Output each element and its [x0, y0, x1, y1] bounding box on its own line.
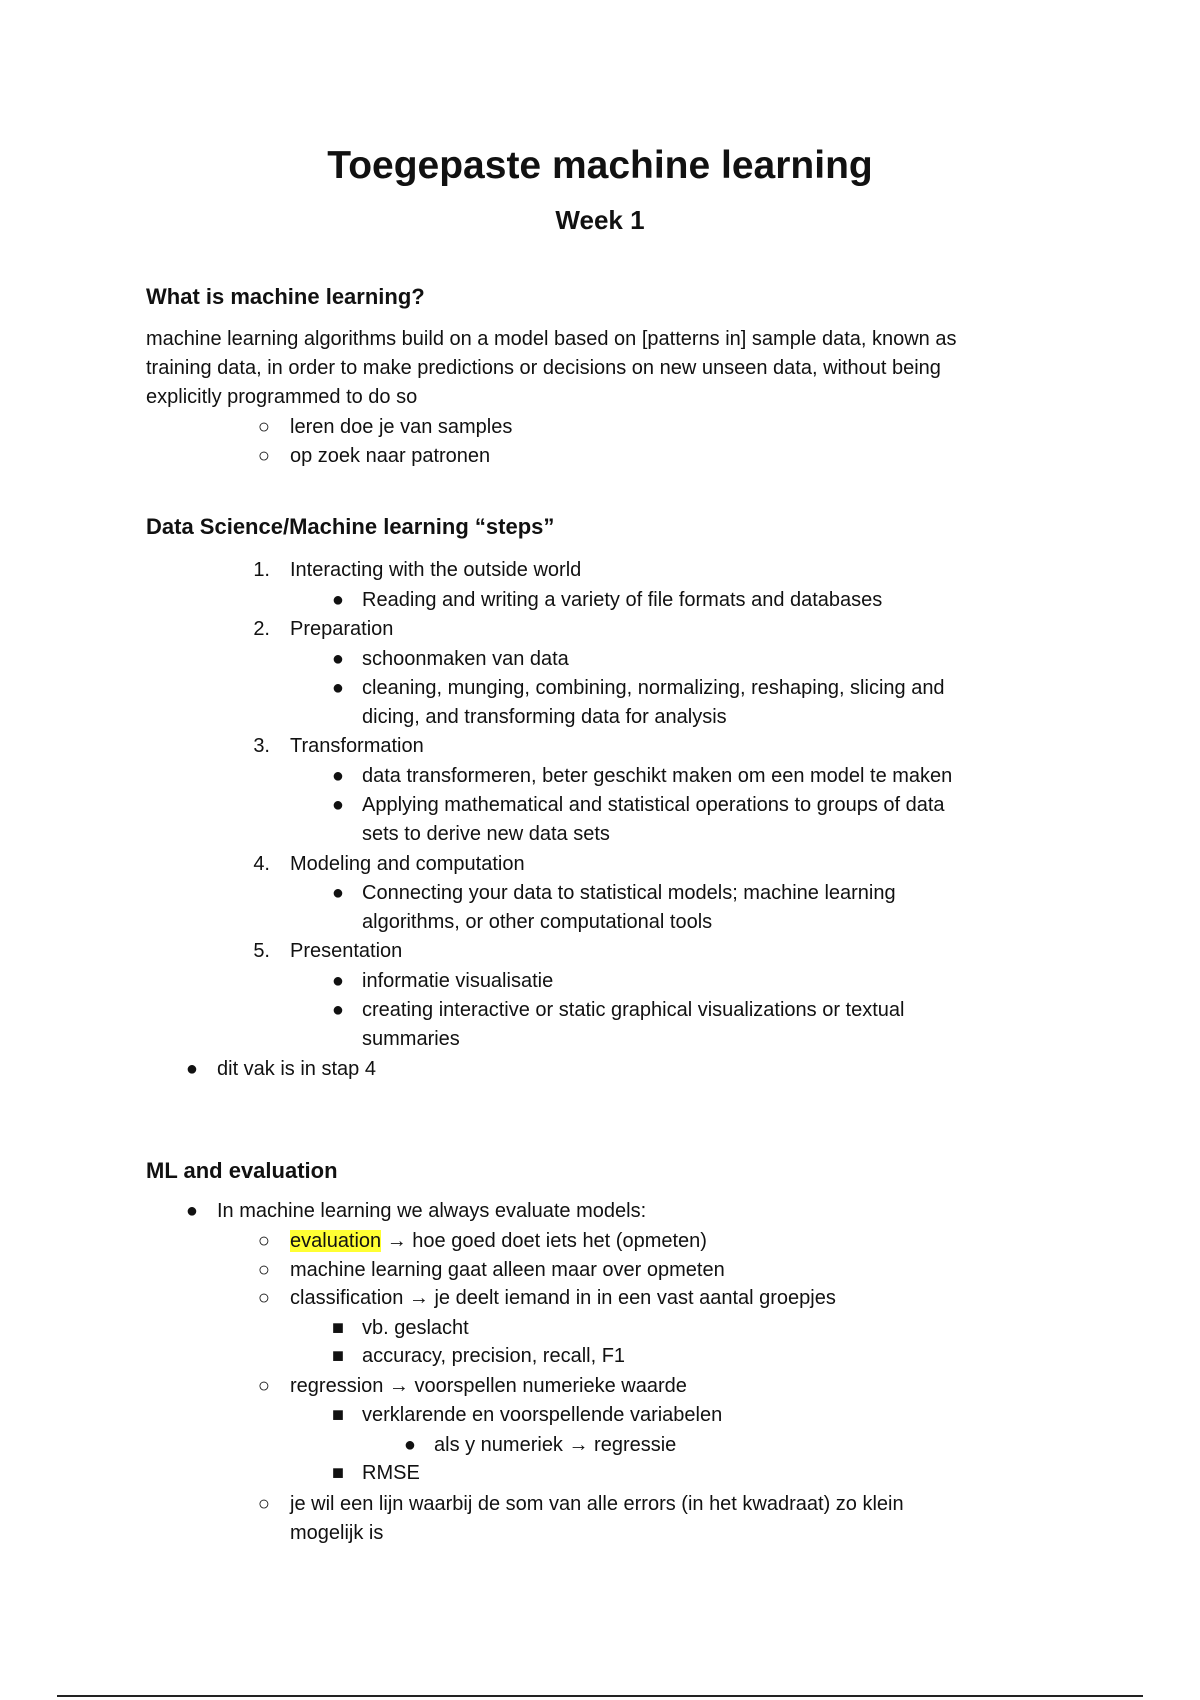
- bullet-dot-icon: ●: [331, 882, 344, 904]
- hollow-bullet-icon: ○: [257, 445, 270, 467]
- square-bullet-icon: ■: [331, 1462, 344, 1484]
- bullet-dot-icon: ●: [331, 589, 344, 611]
- hollow-bullet-icon: ○: [257, 1259, 270, 1281]
- list-item: verklarende en voorspellende variabelen: [362, 1404, 723, 1426]
- list-item: data transformeren, beter geschikt maken om een model te maken: [362, 765, 953, 787]
- bullet-dot-icon: ●: [331, 677, 344, 699]
- list-item-continuation: dicing, and transforming data for analysis: [362, 706, 727, 728]
- bullet-dot-icon: ●: [331, 970, 344, 992]
- list-item: classification → je deelt iemand in in een vast aantal groepjes: [290, 1287, 836, 1309]
- step-number: 3.: [253, 735, 270, 757]
- section-heading-what-is-ml: What is machine learning?: [146, 284, 425, 309]
- step-note: dit vak is in stap 4: [217, 1058, 376, 1080]
- section-heading-ml-evaluation: ML and evaluation: [146, 1158, 338, 1183]
- list-item: In machine learning we always evaluate models:: [217, 1200, 647, 1222]
- list-item: machine learning gaat alleen maar over opmeten: [290, 1259, 725, 1281]
- list-item-continuation: mogelijk is: [290, 1522, 384, 1544]
- step-label: Interacting with the outside world: [290, 559, 582, 581]
- list-item-text: → hoe goed doet iets het (opmeten): [381, 1230, 707, 1252]
- list-item-continuation: summaries: [362, 1028, 460, 1050]
- step-number: 1.: [253, 559, 270, 581]
- step-number: 2.: [253, 618, 270, 640]
- list-item: leren doe je van samples: [290, 416, 513, 438]
- list-item: accuracy, precision, recall, F1: [362, 1345, 626, 1367]
- list-item: als y numeriek → regressie: [434, 1434, 677, 1456]
- bullet-dot-icon: ●: [331, 765, 344, 787]
- list-item-continuation: sets to derive new data sets: [362, 823, 610, 845]
- bullet-dot-icon: ●: [331, 648, 344, 670]
- square-bullet-icon: ■: [331, 1404, 344, 1426]
- list-item: Connecting your data to statistical models; machine learning: [362, 882, 896, 904]
- list-item: Reading and writing a variety of file formats and databases: [362, 589, 883, 611]
- hollow-bullet-icon: ○: [257, 1287, 270, 1309]
- page-bottom-divider: [57, 1695, 1143, 1697]
- list-item: je wil een lijn waarbij de som van alle errors (in het kwadraat) zo klein: [290, 1493, 904, 1515]
- step-label: Preparation: [290, 618, 394, 640]
- step-number: 4.: [253, 853, 270, 875]
- section-heading-steps: Data Science/Machine learning “steps”: [146, 514, 555, 539]
- paragraph-line: training data, in order to make predictions or decisions on new unseen data, without being: [146, 357, 941, 379]
- document-subtitle: Week 1: [555, 205, 645, 235]
- step-label: Transformation: [290, 735, 424, 757]
- step-number: 5.: [253, 940, 270, 962]
- paragraph-line: explicitly programmed to do so: [146, 386, 418, 408]
- bullet-dot-icon: ●: [403, 1434, 416, 1456]
- square-bullet-icon: ■: [331, 1345, 344, 1367]
- highlighted-term: evaluation: [290, 1230, 382, 1252]
- hollow-bullet-icon: ○: [257, 1493, 270, 1515]
- list-item-continuation: algorithms, or other computational tools: [362, 911, 713, 933]
- bullet-dot-icon: ●: [185, 1058, 198, 1080]
- step-label: Modeling and computation: [290, 853, 525, 875]
- list-item: vb. geslacht: [362, 1317, 469, 1339]
- list-item: cleaning, munging, combining, normalizing, reshaping, slicing and: [362, 677, 945, 699]
- step-label: Presentation: [290, 940, 403, 962]
- paragraph-line: machine learning algorithms build on a model based on [patterns in] sample data, known as: [146, 328, 957, 350]
- hollow-bullet-icon: ○: [257, 416, 270, 438]
- list-item: [290, 1227, 707, 1256]
- bullet-dot-icon: ●: [185, 1200, 198, 1222]
- bullet-dot-icon: ●: [331, 999, 344, 1021]
- list-item: regression → voorspellen numerieke waarde: [290, 1375, 687, 1397]
- definition-paragraph: [146, 325, 1066, 412]
- list-item: schoonmaken van data: [362, 648, 569, 670]
- list-item: Applying mathematical and statistical operations to groups of data: [362, 794, 945, 816]
- hollow-bullet-icon: ○: [257, 1375, 270, 1397]
- hollow-bullet-icon: ○: [257, 1230, 270, 1252]
- document-title: Toegepaste machine learning: [327, 144, 873, 187]
- list-item: op zoek naar patronen: [290, 445, 491, 467]
- list-item: informatie visualisatie: [362, 970, 554, 992]
- bullet-dot-icon: ●: [331, 794, 344, 816]
- list-item: creating interactive or static graphical visualizations or textual: [362, 999, 905, 1021]
- square-bullet-icon: ■: [331, 1317, 344, 1339]
- list-item: RMSE: [362, 1462, 420, 1484]
